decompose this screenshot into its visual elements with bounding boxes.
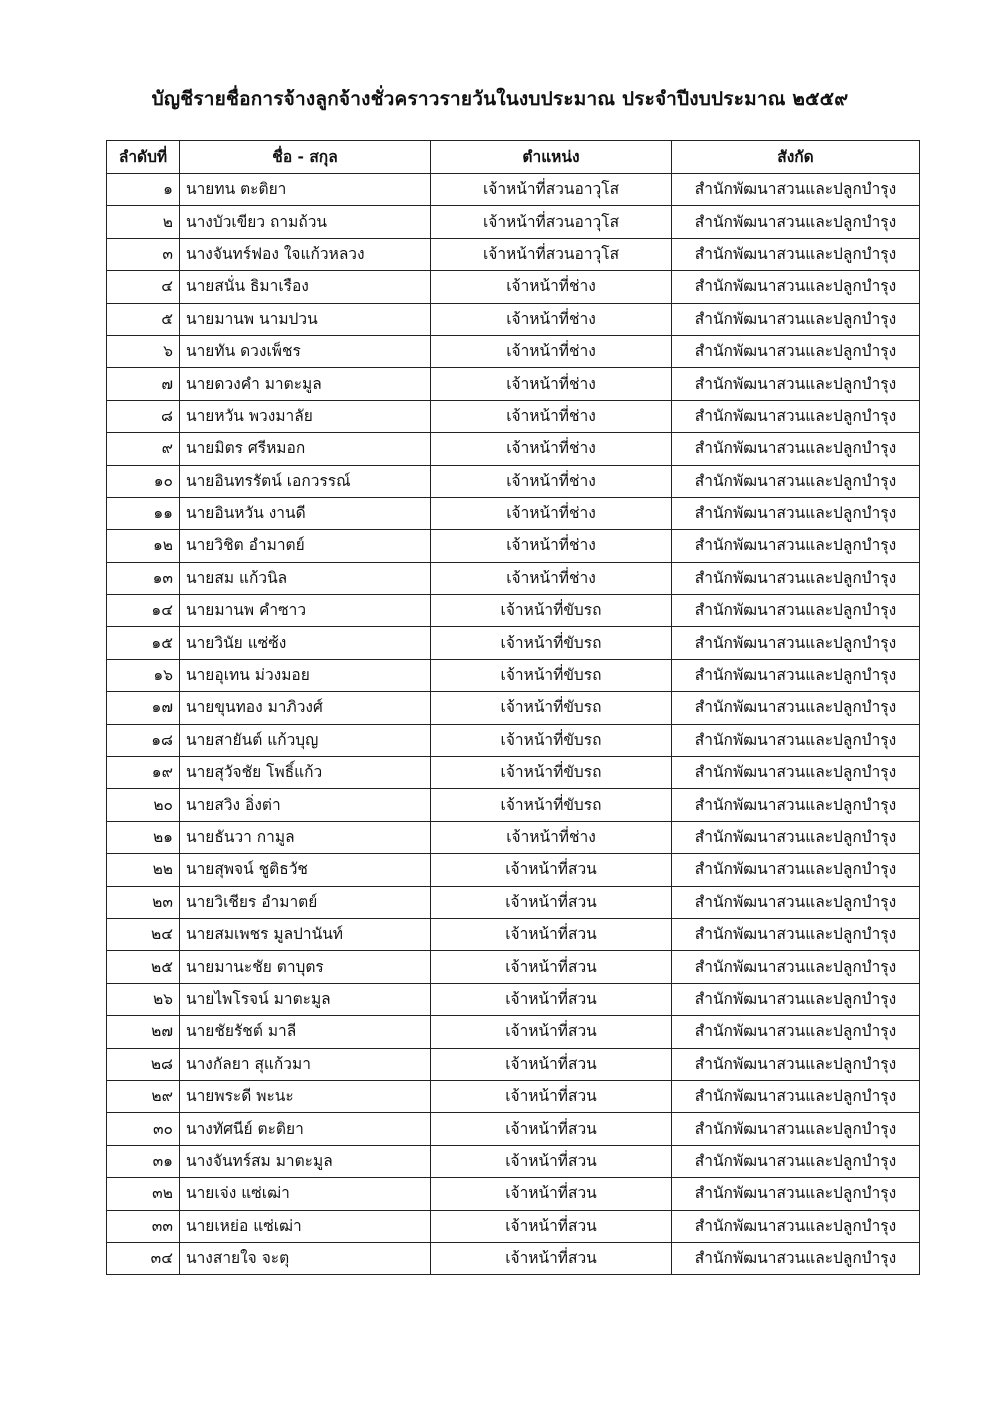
employee-unit: สำนักพัฒนาสวนและปลูกบำรุง [672,174,920,206]
employee-position: เจ้าหน้าที่สวน [431,1016,672,1048]
table-header-row [107,141,920,174]
table-row [107,789,920,821]
employee-name: นายอุเทน ม่วงมอย [180,659,431,691]
table-row [107,368,920,400]
employee-position: เจ้าหน้าที่สวน [431,1048,672,1080]
employee-position: เจ้าหน้าที่สวนอาวุโส [431,206,672,238]
employee-unit: สำนักพัฒนาสวนและปลูกบำรุง [672,789,920,821]
employee-position: เจ้าหน้าที่ขับรถ [431,595,672,627]
employee-position: เจ้าหน้าที่สวน [431,1080,672,1112]
employee-name: นางจันทร์สม มาตะมูล [180,1145,431,1177]
header-no: ลำดับที่ [107,141,180,174]
employee-name: นายไพโรจน์ มาตะมูล [180,983,431,1015]
employee-position: เจ้าหน้าที่สวน [431,886,672,918]
employee-position: เจ้าหน้าที่สวน [431,1242,672,1274]
employee-position: เจ้าหน้าที่สวนอาวุโส [431,174,672,206]
employee-unit: สำนักพัฒนาสวนและปลูกบำรุง [672,497,920,529]
table-row [107,659,920,691]
row-number: ๒๒ [107,854,180,886]
table-row [107,1016,920,1048]
employee-unit: สำนักพัฒนาสวนและปลูกบำรุง [672,951,920,983]
employee-unit: สำนักพัฒนาสวนและปลูกบำรุง [672,821,920,853]
table-row [107,724,920,756]
row-number: ๔ [107,271,180,303]
employee-name: นายทัน ดวงเพ็ชร [180,335,431,367]
row-number: ๑๑ [107,497,180,529]
table-row [107,692,920,724]
employee-unit: สำนักพัฒนาสวนและปลูกบำรุง [672,206,920,238]
employee-name: นายสนั่น ธิมาเรือง [180,271,431,303]
employee-name: นายชัยรัชต์ มาลี [180,1016,431,1048]
row-number: ๒๕ [107,951,180,983]
employee-name: นายมิตร ศรีหมอก [180,433,431,465]
table-row [107,1048,920,1080]
employee-unit: สำนักพัฒนาสวนและปลูกบำรุง [672,465,920,497]
employee-unit: สำนักพัฒนาสวนและปลูกบำรุง [672,368,920,400]
employee-position: เจ้าหน้าที่ช่าง [431,271,672,303]
employee-name: นายเหย่อ แซ่เฒ่า [180,1210,431,1242]
table-row [107,1113,920,1145]
row-number: ๓๓ [107,1210,180,1242]
employee-unit: สำนักพัฒนาสวนและปลูกบำรุง [672,530,920,562]
row-number: ๑ [107,174,180,206]
row-number: ๒๗ [107,1016,180,1048]
employee-name: นายวิชิต อำมาตย์ [180,530,431,562]
row-number: ๑๖ [107,659,180,691]
employee-unit: สำนักพัฒนาสวนและปลูกบำรุง [672,1048,920,1080]
employee-unit: สำนักพัฒนาสวนและปลูกบำรุง [672,757,920,789]
employee-table [106,140,920,1275]
row-number: ๖ [107,335,180,367]
row-number: ๓๐ [107,1113,180,1145]
employee-name: นางจันทร์ฟอง ใจแก้วหลวง [180,238,431,270]
row-number: ๑๔ [107,595,180,627]
employee-position: เจ้าหน้าที่สวน [431,951,672,983]
employee-unit: สำนักพัฒนาสวนและปลูกบำรุง [672,1080,920,1112]
row-number: ๓๑ [107,1145,180,1177]
employee-position: เจ้าหน้าที่ช่าง [431,562,672,594]
table-row [107,271,920,303]
employee-position: เจ้าหน้าที่ช่าง [431,303,672,335]
employee-position: เจ้าหน้าที่ช่าง [431,465,672,497]
employee-name: นายเจ่ง แซ่เฒ่า [180,1178,431,1210]
employee-position: เจ้าหน้าที่ช่าง [431,821,672,853]
header-unit: สังกัด [672,141,920,174]
table-body [107,174,920,1275]
table-row [107,433,920,465]
row-number: ๒๖ [107,983,180,1015]
employee-name: นายสม แก้วนิล [180,562,431,594]
table-row [107,303,920,335]
employee-position: เจ้าหน้าที่ขับรถ [431,659,672,691]
table-row [107,530,920,562]
employee-name: นายอินหวัน งานดี [180,497,431,529]
employee-position: เจ้าหน้าที่สวน [431,918,672,950]
employee-position: เจ้าหน้าที่สวน [431,1145,672,1177]
row-number: ๑๗ [107,692,180,724]
table-row [107,1242,920,1274]
employee-name: นางทัศนีย์ ตะติยา [180,1113,431,1145]
employee-unit: สำนักพัฒนาสวนและปลูกบำรุง [672,659,920,691]
employee-name: นายพระดี พะนะ [180,1080,431,1112]
employee-unit: สำนักพัฒนาสวนและปลูกบำรุง [672,854,920,886]
row-number: ๕ [107,303,180,335]
table-row [107,1178,920,1210]
employee-unit: สำนักพัฒนาสวนและปลูกบำรุง [672,562,920,594]
employee-unit: สำนักพัฒนาสวนและปลูกบำรุง [672,400,920,432]
employee-name: นายขุนทอง มาภิวงศ์ [180,692,431,724]
employee-name: นายมานะชัย ตาบุตร [180,951,431,983]
table-row [107,465,920,497]
employee-unit: สำนักพัฒนาสวนและปลูกบำรุง [672,335,920,367]
table-row [107,951,920,983]
employee-unit: สำนักพัฒนาสวนและปลูกบำรุง [672,692,920,724]
employee-name: นายมานพ คำซาว [180,595,431,627]
employee-position: เจ้าหน้าที่สวน [431,1113,672,1145]
employee-position: เจ้าหน้าที่ช่าง [431,335,672,367]
header-name: ชื่อ - สกุล [180,141,431,174]
table-row [107,497,920,529]
employee-name: นายทน ตะติยา [180,174,431,206]
row-number: ๒๓ [107,886,180,918]
employee-position: เจ้าหน้าที่สวน [431,1210,672,1242]
header-position: ตำแหน่ง [431,141,672,174]
employee-unit: สำนักพัฒนาสวนและปลูกบำรุง [672,1242,920,1274]
employee-unit: สำนักพัฒนาสวนและปลูกบำรุง [672,433,920,465]
employee-unit: สำนักพัฒนาสวนและปลูกบำรุง [672,303,920,335]
table-row [107,1145,920,1177]
table-row [107,206,920,238]
employee-name: นายวิเชียร อำมาตย์ [180,886,431,918]
row-number: ๘ [107,400,180,432]
table-row [107,562,920,594]
table-row [107,400,920,432]
employee-name: นายหวัน พวงมาลัย [180,400,431,432]
table-row [107,757,920,789]
row-number: ๑๓ [107,562,180,594]
employee-name: นายสมเพชร มูลปานันท์ [180,918,431,950]
employee-unit: สำนักพัฒนาสวนและปลูกบำรุง [672,627,920,659]
employee-name: นางบัวเขียว ถามถ้วน [180,206,431,238]
employee-position: เจ้าหน้าที่สวนอาวุโส [431,238,672,270]
employee-unit: สำนักพัฒนาสวนและปลูกบำรุง [672,238,920,270]
employee-unit: สำนักพัฒนาสวนและปลูกบำรุง [672,886,920,918]
employee-name: นายสุพจน์ ชูติธวัช [180,854,431,886]
employee-unit: สำนักพัฒนาสวนและปลูกบำรุง [672,1178,920,1210]
employee-position: เจ้าหน้าที่ช่าง [431,433,672,465]
table-row [107,918,920,950]
employee-name: นายดวงคำ มาตะมูล [180,368,431,400]
table-row [107,174,920,206]
row-number: ๒๔ [107,918,180,950]
row-number: ๑๒ [107,530,180,562]
employee-position: เจ้าหน้าที่ขับรถ [431,627,672,659]
row-number: ๓๒ [107,1178,180,1210]
employee-unit: สำนักพัฒนาสวนและปลูกบำรุง [672,724,920,756]
employee-unit: สำนักพัฒนาสวนและปลูกบำรุง [672,1210,920,1242]
employee-unit: สำนักพัฒนาสวนและปลูกบำรุง [672,271,920,303]
row-number: ๑๕ [107,627,180,659]
row-number: ๑๙ [107,757,180,789]
table-row [107,821,920,853]
table-row [107,335,920,367]
employee-name: นายสวิง อิ่งต่า [180,789,431,821]
employee-position: เจ้าหน้าที่ขับรถ [431,789,672,821]
document-title: บัญชีรายชื่อการจ้างลูกจ้างชั่วคราวรายวันในงบประมาณ ประจำปีงบประมาณ ๒๕๕๙ [151,88,849,110]
employee-unit: สำนักพัฒนาสวนและปลูกบำรุง [672,1145,920,1177]
employee-unit: สำนักพัฒนาสวนและปลูกบำรุง [672,595,920,627]
table-row [107,1080,920,1112]
employee-name: นางสายใจ จะตุ [180,1242,431,1274]
row-number: ๑๐ [107,465,180,497]
employee-position: เจ้าหน้าที่ช่าง [431,368,672,400]
employee-name: นายธันวา กามูล [180,821,431,853]
employee-position: เจ้าหน้าที่ขับรถ [431,692,672,724]
employee-unit: สำนักพัฒนาสวนและปลูกบำรุง [672,918,920,950]
row-number: ๙ [107,433,180,465]
employee-name: นางกัลยา สุแก้วมา [180,1048,431,1080]
row-number: ๓ [107,238,180,270]
employee-position: เจ้าหน้าที่ขับรถ [431,757,672,789]
employee-name: นายวินัย แซ่ซ้ง [180,627,431,659]
employee-position: เจ้าหน้าที่ช่าง [431,400,672,432]
table-row [107,983,920,1015]
employee-name: นายสุวัจชัย โพธิ์แก้ว [180,757,431,789]
employee-unit: สำนักพัฒนาสวนและปลูกบำรุง [672,983,920,1015]
row-number: ๗ [107,368,180,400]
employee-name: นายอินทรรัตน์ เอกวรรณ์ [180,465,431,497]
row-number: ๒๐ [107,789,180,821]
employee-position: เจ้าหน้าที่ช่าง [431,530,672,562]
employee-position: เจ้าหน้าที่ช่าง [431,497,672,529]
row-number: ๒๘ [107,1048,180,1080]
row-number: ๓๔ [107,1242,180,1274]
employee-position: เจ้าหน้าที่สวน [431,1178,672,1210]
table-row [107,854,920,886]
employee-position: เจ้าหน้าที่สวน [431,983,672,1015]
table-row [107,238,920,270]
row-number: ๒๙ [107,1080,180,1112]
employee-unit: สำนักพัฒนาสวนและปลูกบำรุง [672,1113,920,1145]
employee-position: เจ้าหน้าที่ขับรถ [431,724,672,756]
row-number: ๑๘ [107,724,180,756]
row-number: ๒๑ [107,821,180,853]
employee-name: นายมานพ นามปวน [180,303,431,335]
table-row [107,886,920,918]
table-row [107,627,920,659]
employee-name: นายสายันต์ แก้วบุญ [180,724,431,756]
row-number: ๒ [107,206,180,238]
table-row [107,1210,920,1242]
table-row [107,595,920,627]
employee-unit: สำนักพัฒนาสวนและปลูกบำรุง [672,1016,920,1048]
employee-position: เจ้าหน้าที่สวน [431,854,672,886]
